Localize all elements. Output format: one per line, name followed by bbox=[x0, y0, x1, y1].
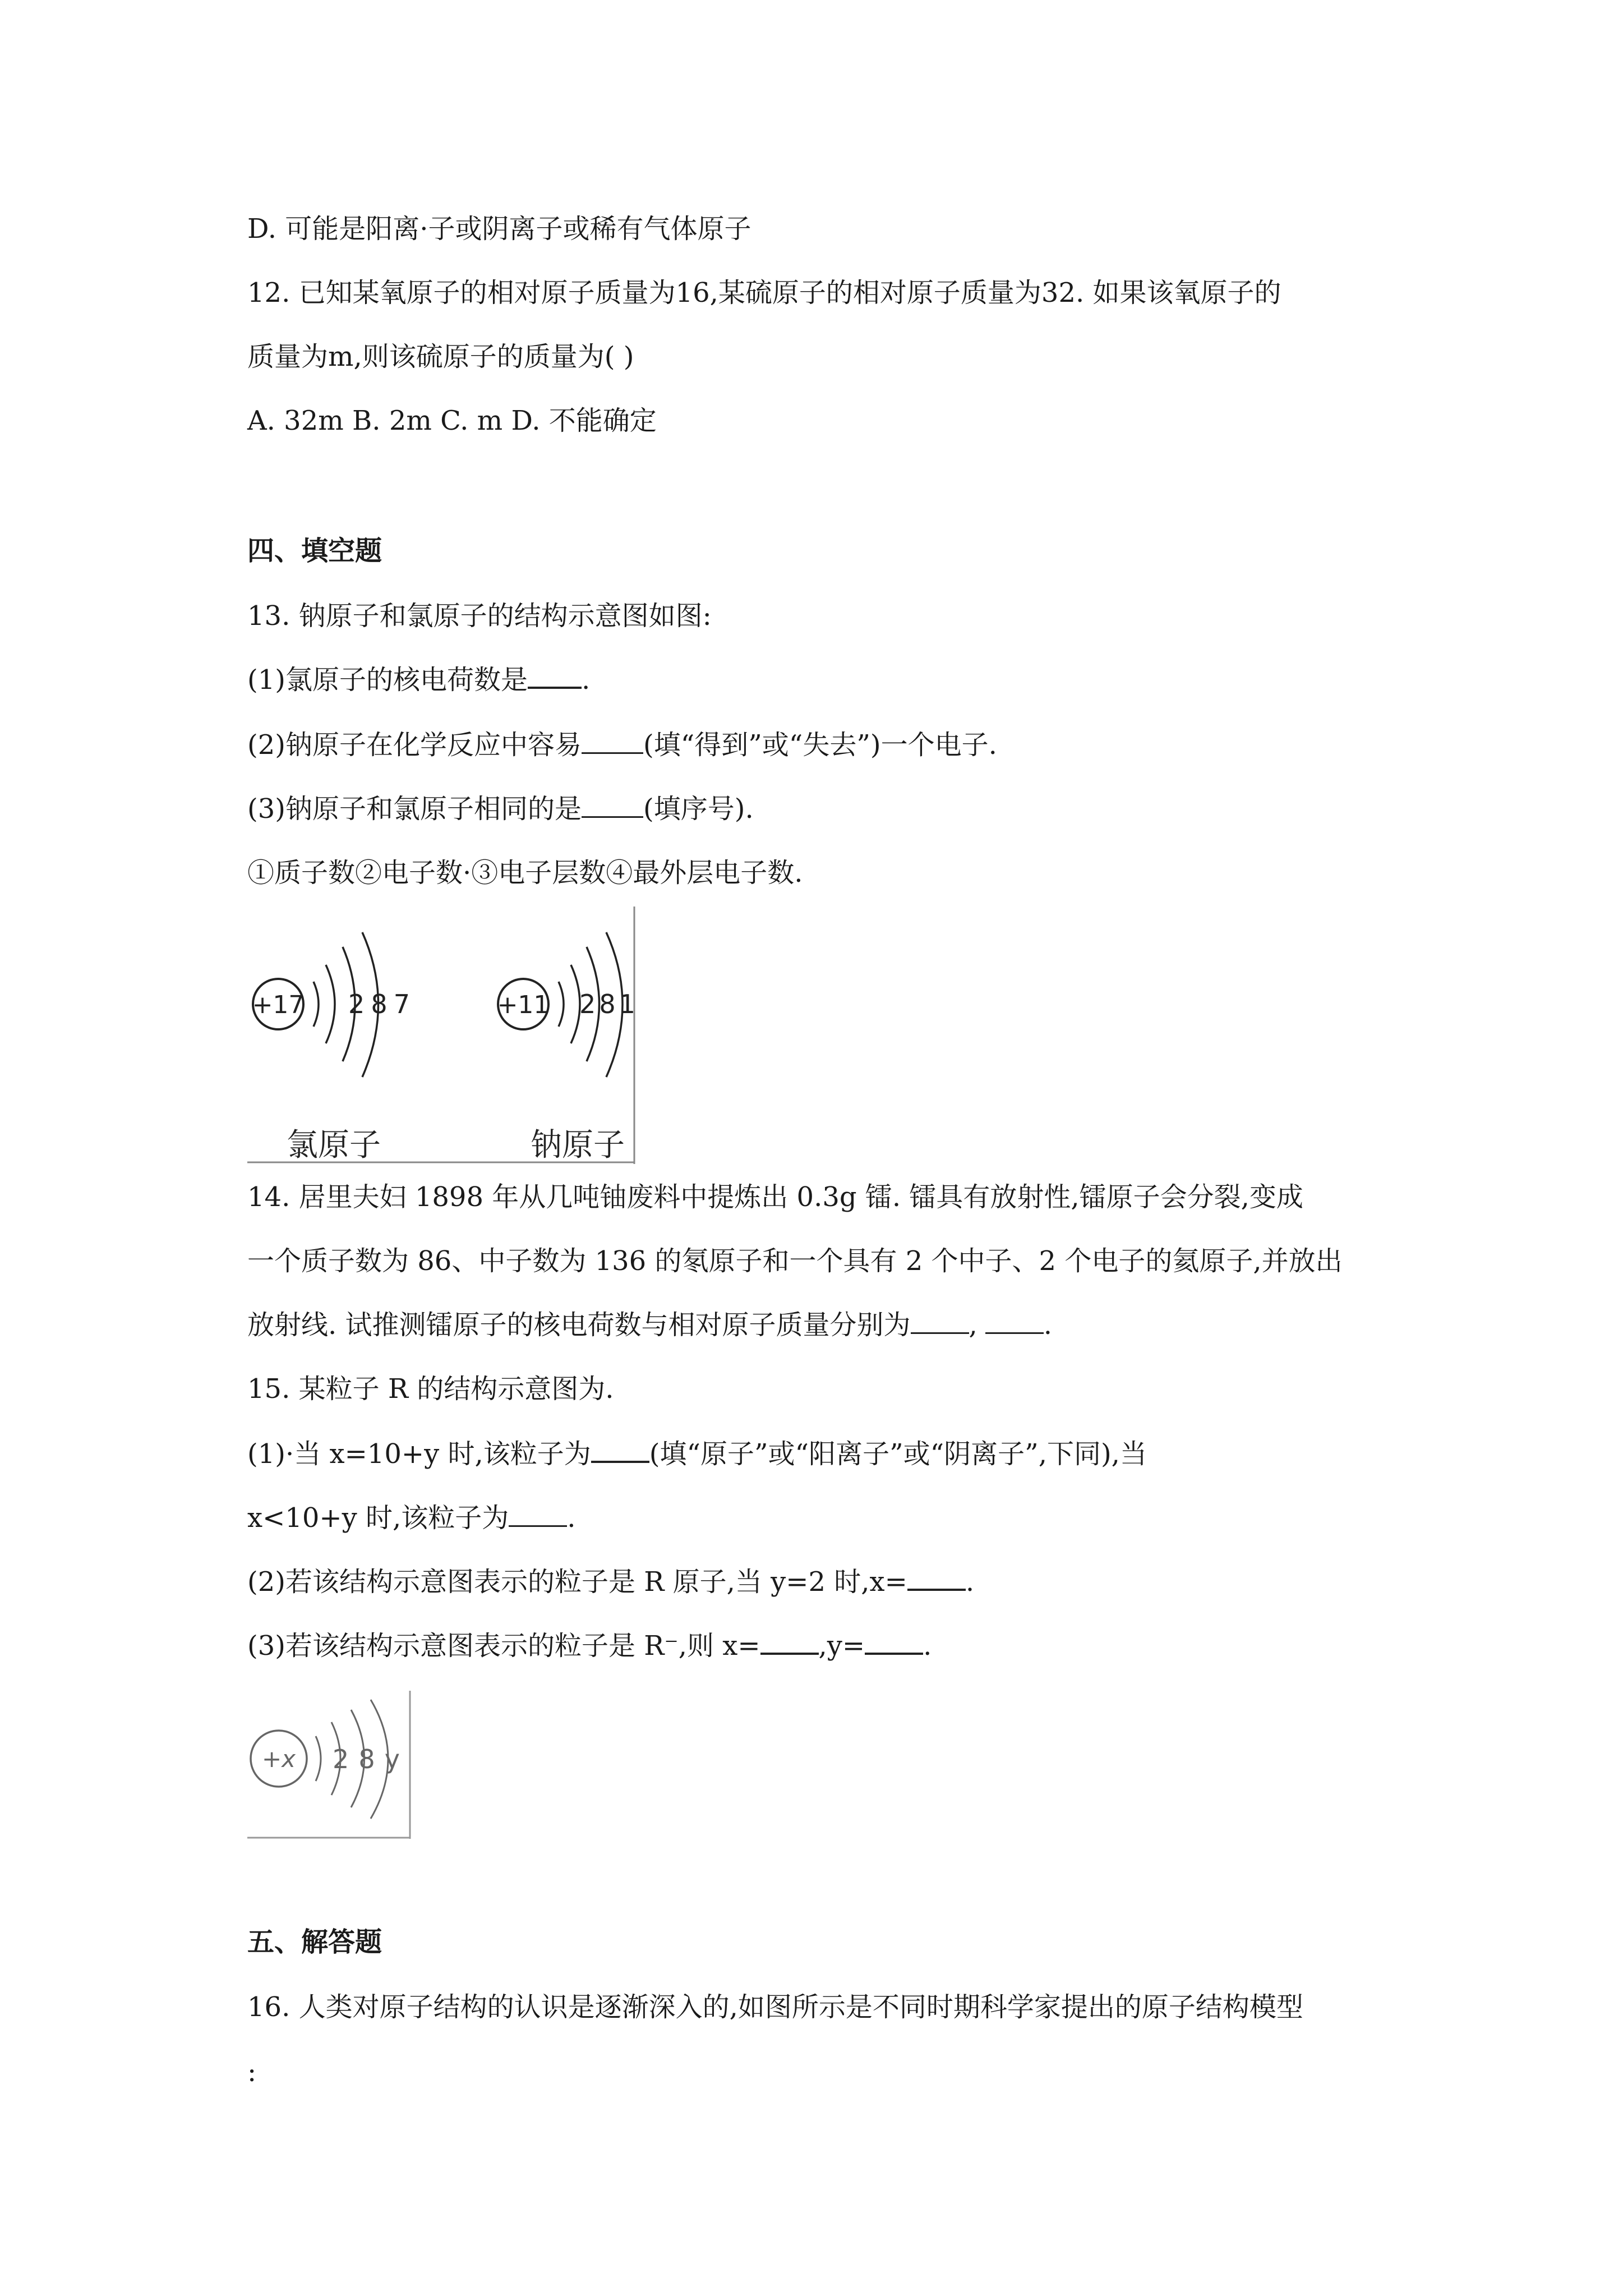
chlorine-atom-diagram bbox=[252, 932, 410, 1163]
svg-text:钠原子: 钠原子 bbox=[531, 1127, 625, 1163]
q14-stem-line2: 一个质子数为 86、中子数为 136 的氡原子和一个具有 2 个中子、2 个电子的氦原子,并放出 bbox=[247, 1245, 1343, 1277]
q13-stem: 13. 钠原子和氯原子的结构示意图如图: bbox=[247, 600, 712, 632]
q12-stem-line1: 12. 已知某氧原子的相对原子质量为16,某硫原子的相对原子质量为32. 如果该氧原子的 bbox=[247, 277, 1281, 309]
q13-choices: ①质子数②电子数·③电子层数④最外层电子数. bbox=[247, 857, 803, 889]
section-heading-answer: 五、解答题 bbox=[247, 1926, 382, 1958]
svg-text:+11: +11 bbox=[497, 991, 550, 1019]
answer-blank bbox=[985, 1310, 1044, 1334]
q16-stem-line2: : bbox=[247, 2056, 257, 2088]
q15-part1-cont: x<10+y 时,该粒子为 . bbox=[247, 1502, 576, 1534]
svg-text:2 8 1: 2 8 1 bbox=[579, 989, 635, 1019]
svg-text:2 8 y: 2 8 y bbox=[333, 1744, 400, 1774]
answer-blank bbox=[582, 730, 643, 754]
svg-text:2 8 7: 2 8 7 bbox=[348, 989, 410, 1019]
q14-stem-line1: 14. 居里夫妇 1898 年从几吨铀废料中提炼出 0.3g 镭. 镭具有放射性,镭原子会分裂,变成 bbox=[247, 1181, 1303, 1213]
answer-blank bbox=[528, 664, 582, 689]
answer-blank bbox=[582, 794, 643, 818]
answer-blank bbox=[911, 1310, 969, 1334]
q11-option-d: D. 可能是阳离·子或阴离子或稀有气体原子 bbox=[247, 213, 751, 245]
q15-stem: 15. 某粒子 R 的结构示意图为. bbox=[247, 1373, 614, 1405]
sodium-atom-diagram bbox=[497, 932, 635, 1163]
answer-blank bbox=[865, 1630, 923, 1655]
q15-part1: (1)·当 x=10+y 时,该粒子为 (填“原子”或“阳离子”或“阴离子”,下同),当 bbox=[247, 1438, 1147, 1470]
svg-text:+17: +17 bbox=[252, 991, 305, 1019]
q12-stem-line2: 质量为m,则该硫原子的质量为( ) bbox=[247, 341, 634, 372]
atom-structure-figure bbox=[247, 903, 640, 1164]
section-heading-fill-in: 四、填空题 bbox=[247, 535, 382, 567]
q14-stem-line3: 放射线. 试推测镭原子的核电荷数与相对原子质量分别为 , . bbox=[247, 1309, 1053, 1341]
q12-options: A. 32m B. 2m C. m D. 不能确定 bbox=[247, 405, 657, 436]
q16-stem-line1: 16. 人类对原子结构的认识是逐渐深入的,如图所示是不同时期科学家提出的原子结构模型 bbox=[247, 1991, 1303, 2023]
q15-part3: (3)若该结构示意图表示的粒子是 R⁻,则 x= ,y= . bbox=[247, 1630, 932, 1662]
svg-text:+x: +x bbox=[261, 1745, 296, 1773]
answer-blank bbox=[760, 1630, 819, 1655]
q13-part1: (1)氯原子的核电荷数是 . bbox=[247, 664, 591, 696]
answer-blank bbox=[509, 1503, 567, 1527]
q15-part2: (2)若该结构示意图表示的粒子是 R 原子,当 y=2 时,x= . bbox=[247, 1566, 975, 1598]
answer-blank bbox=[907, 1566, 966, 1591]
q13-part3: (3)钠原子和氯原子相同的是 (填序号). bbox=[247, 793, 754, 825]
q13-part2: (2)钠原子在化学反应中容易 (填“得到”或“失去”)一个电子. bbox=[247, 729, 997, 761]
svg-text:氯原子: 氯原子 bbox=[287, 1127, 381, 1163]
answer-blank bbox=[591, 1438, 649, 1463]
particle-r-structure-figure bbox=[247, 1688, 416, 1840]
